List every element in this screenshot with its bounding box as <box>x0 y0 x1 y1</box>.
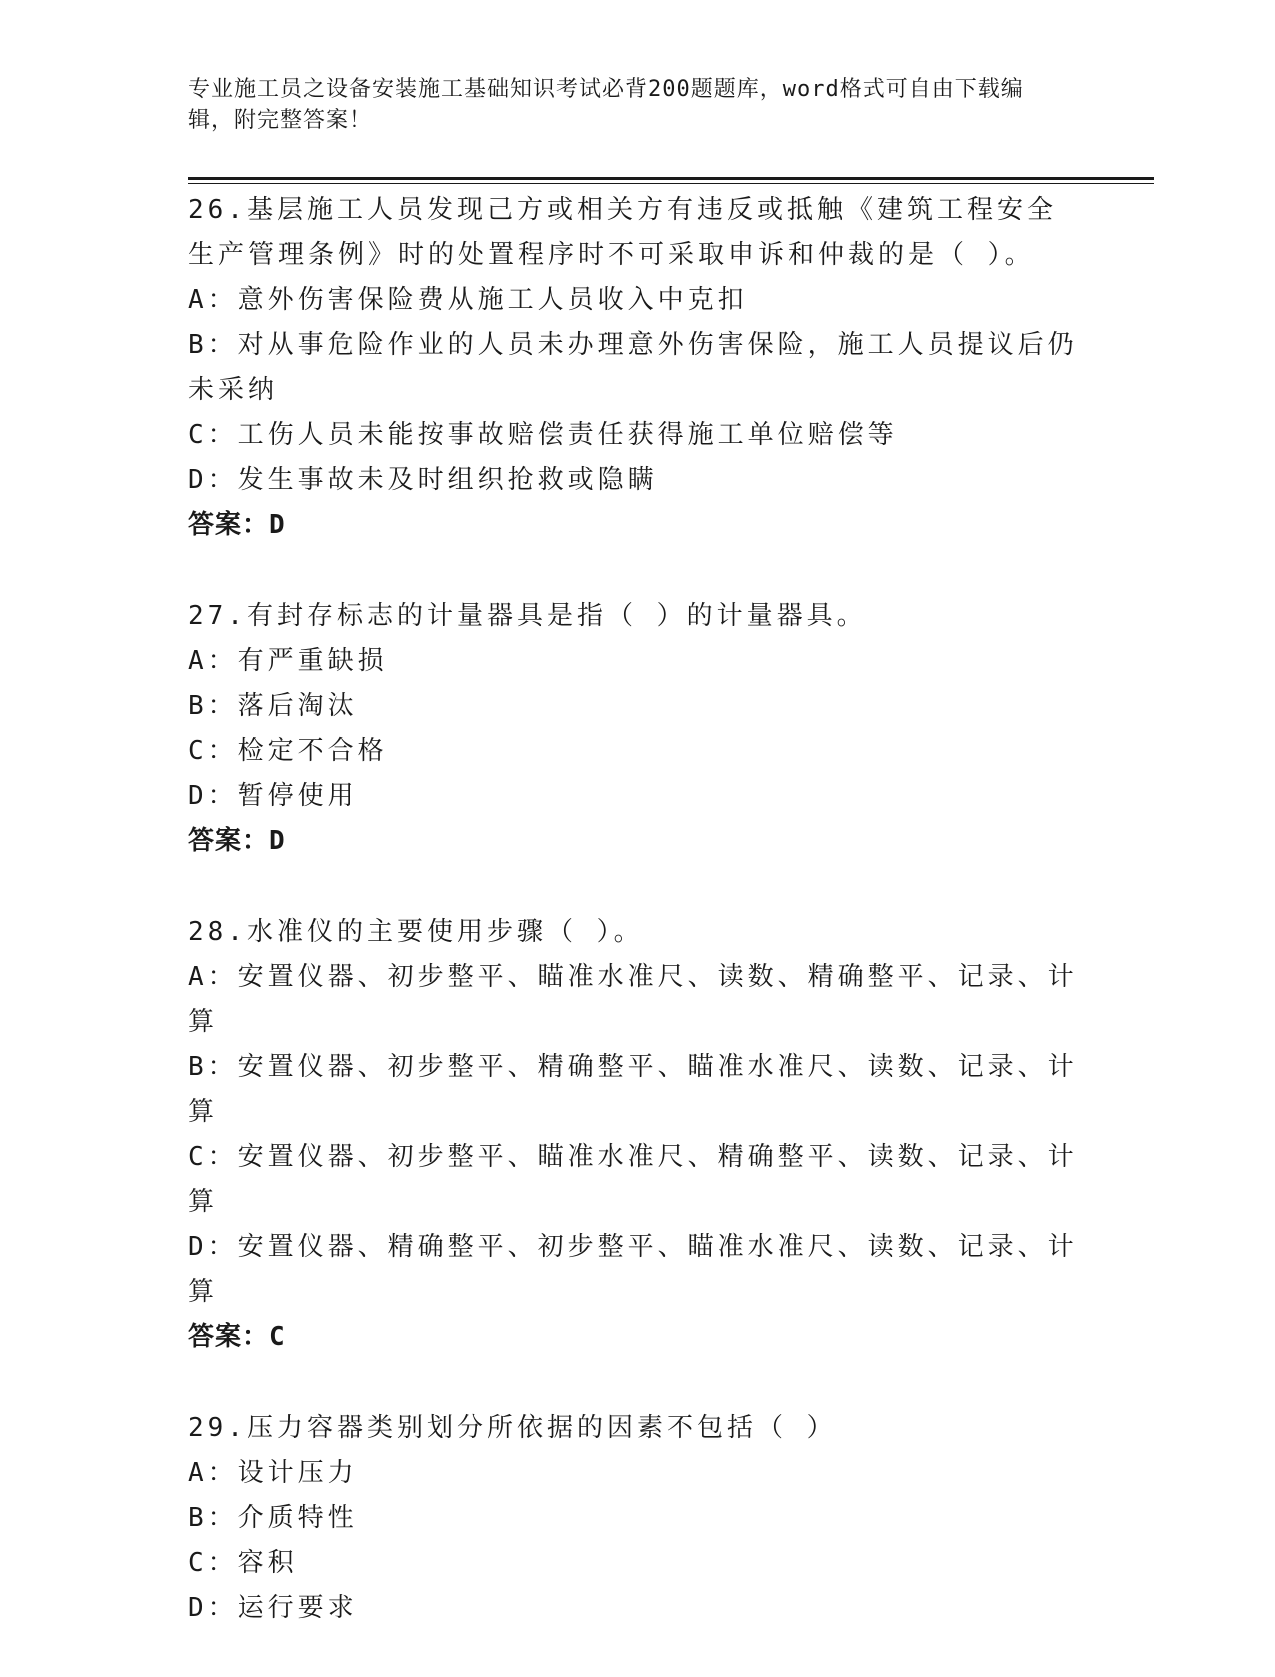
option-c: C：容积 <box>188 1548 298 1578</box>
question-26 <box>188 188 1078 548</box>
question-stem: 27.有封存标志的计量器具是指（ ）的计量器具。 <box>188 601 867 631</box>
option-d: D：发生事故未及时组织抢救或隐瞒 <box>188 465 658 495</box>
option-d: D：运行要求 <box>188 1593 358 1623</box>
option-d: D：安置仪器、精确整平、初步整平、瞄准水准尺、读数、记录、计算 <box>188 1232 1078 1307</box>
option-a: A：设计压力 <box>188 1458 358 1488</box>
option-c: C：安置仪器、初步整平、瞄准水准尺、精确整平、读数、记录、计算 <box>188 1142 1078 1217</box>
option-a: A：安置仪器、初步整平、瞄准水准尺、读数、精确整平、记录、计算 <box>188 962 1078 1037</box>
option-c: C：检定不合格 <box>188 736 388 766</box>
document-header: 专业施工员之设备安装施工基础知识考试必背200题题库，word格式可自由下载编辑，附完整答案！ <box>188 77 1024 133</box>
header-divider-thin <box>188 183 1154 184</box>
question-stem: 29.压力容器类别划分所依据的因素不包括（ ） <box>188 1413 837 1443</box>
answer-line: 答案：D <box>188 826 286 856</box>
option-b: B：对从事危险作业的人员未办理意外伤害保险，施工人员提议后仍未采纳 <box>188 330 1078 405</box>
question-28 <box>188 910 1078 1360</box>
option-b: B：落后淘汰 <box>188 691 358 721</box>
answer-line: 答案：D <box>188 510 286 540</box>
option-b: B：安置仪器、初步整平、精确整平、瞄准水准尺、读数、记录、计算 <box>188 1052 1078 1127</box>
option-c: C：工伤人员未能按事故赔偿责任获得施工单位赔偿等 <box>188 420 898 450</box>
header-divider-thick <box>188 177 1154 180</box>
option-b: B：介质特性 <box>188 1503 358 1533</box>
answer-line: 答案：C <box>188 1322 286 1352</box>
option-a: A：意外伤害保险费从施工人员收入中克扣 <box>188 285 748 315</box>
question-list <box>188 188 1078 1677</box>
question-27 <box>188 594 1078 864</box>
option-a: A：有严重缺损 <box>188 646 388 676</box>
question-stem: 28.水准仪的主要使用步骤（ ）。 <box>188 917 644 947</box>
option-d: D：暂停使用 <box>188 781 358 811</box>
question-29 <box>188 1406 1078 1631</box>
question-stem: 26.基层施工人员发现己方或相关方有违反或抵触《建筑工程安全生产管理条例》时的处置程序时不可采取申诉和仲裁的是（ ）。 <box>188 195 1057 270</box>
